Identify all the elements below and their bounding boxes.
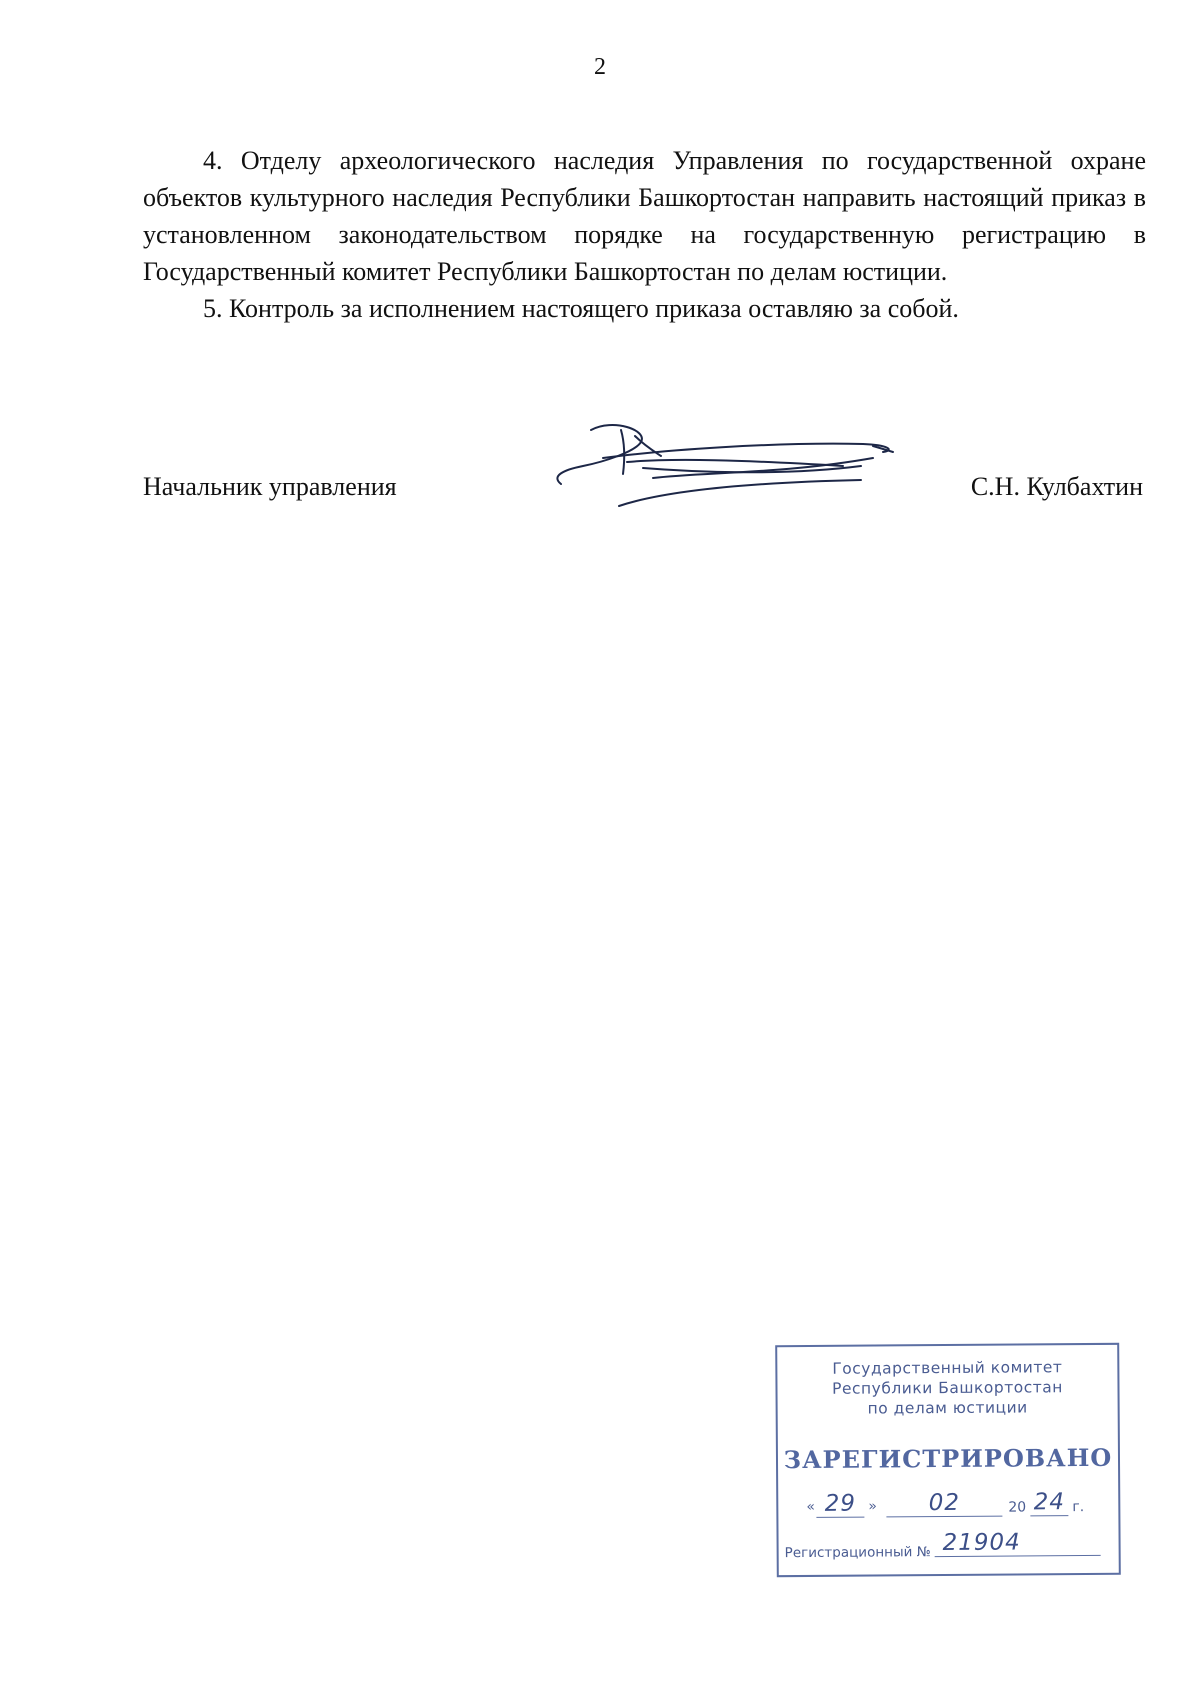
stamp-org-line: Республики Башкортостан: [832, 1378, 1063, 1398]
stamp-org-line: по делам юстиции: [867, 1398, 1028, 1418]
signatory-name: С.Н. Кулбахтин: [970, 472, 1143, 501]
date-year-abbrev: г.: [1072, 1499, 1085, 1516]
paragraph-5: 5. Контроль за исполнением настоящего приказа оставляю за собой.: [203, 294, 959, 323]
position-title: Начальник управления: [143, 472, 397, 501]
signature-block: [143, 452, 1146, 542]
date-year-suffix: 24: [1030, 1489, 1068, 1516]
registration-label: Регистрационный №: [784, 1544, 931, 1562]
date-open-quote: «: [806, 1498, 815, 1515]
date-year-prefix: 20: [1008, 1499, 1027, 1516]
order-body: [143, 142, 1146, 327]
stamp-registration: [784, 1529, 1105, 1567]
handwritten-signature: [543, 422, 923, 522]
stamp-organization: [777, 1357, 1117, 1419]
stamp-org-line: Государственный комитет: [832, 1358, 1063, 1378]
date-month: 02: [886, 1490, 1002, 1518]
paragraph-4: 4. Отделу археологического наследия Управления по государственной охране объектов культурного наследия Республики Башкортостан направить настоящий приказ в установленном законодательством порядке на государственную регистрацию в Государственный комитет Республики Башкортостан по делам юстиции.: [143, 146, 1146, 286]
registration-stamp: [775, 1343, 1121, 1577]
page-number: 2: [594, 54, 606, 80]
stamp-status: ЗАРЕГИСТРИРОВАНО: [783, 1442, 1113, 1475]
date-close-quote: »: [868, 1498, 877, 1515]
date-day: 29: [816, 1491, 864, 1518]
registration-number: 21904: [934, 1529, 1100, 1557]
stamp-date: [806, 1489, 1096, 1521]
